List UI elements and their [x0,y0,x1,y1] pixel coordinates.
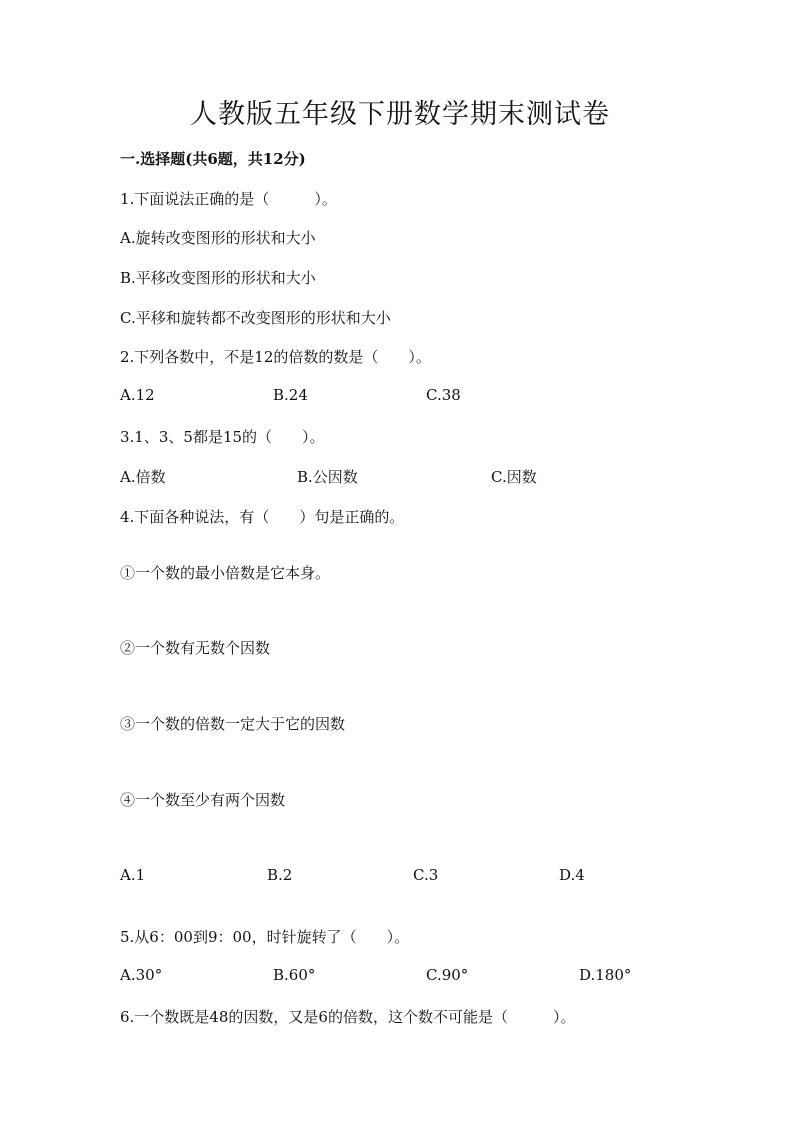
page-title: 人教版五年级下册数学期末测试卷 [190,99,610,130]
question-3-option-c: C.因数 [491,468,537,486]
question-4-option-d: D.4 [559,866,585,884]
question-5-option-d: D.180° [579,966,632,984]
question-2-option-a: A.12 [120,386,155,404]
question-1-option-b: B.平移改变图形的形状和大小 [120,269,316,287]
question-3-stem: 3.1、3、5都是15的（ ）。 [120,428,325,446]
question-4-option-a: A.1 [120,866,146,884]
question-1-option-c: C.平移和旋转都不改变图形的形状和大小 [120,309,391,327]
question-5-stem: 5.从6：00到9：00，时针旋转了（ ）。 [120,928,410,946]
question-5-option-c: C.90° [426,966,469,984]
question-3-option-a: A.倍数 [120,468,166,486]
question-4-statement-2: ②一个数有无数个因数 [120,639,271,657]
question-4-option-b: B.2 [267,866,293,884]
question-4-statement-3: ③一个数的倍数一定大于它的因数 [120,715,346,733]
question-4-statement-4: ④一个数至少有两个因数 [120,791,286,809]
question-1-stem: 1.下面说法正确的是（ ）。 [120,190,337,208]
question-5-option-a: A.30° [120,966,163,984]
question-4-option-c: C.3 [413,866,439,884]
question-2-option-c: C.38 [426,386,461,404]
question-3-option-b: B.公因数 [297,468,358,486]
question-4-stem: 4.下面各种说法，有（ ）句是正确的。 [120,508,405,526]
question-4-statement-1: ①一个数的最小倍数是它本身。 [120,564,331,582]
question-6-stem: 6.一个数既是48的因数，又是6的倍数，这个数不可能是（ ）。 [120,1008,576,1026]
question-5-option-b: B.60° [273,966,316,984]
question-1-option-a: A.旋转改变图形的形状和大小 [120,229,316,247]
question-2-stem: 2.下列各数中，不是12的倍数的数是（ ）。 [120,348,431,366]
section-heading: 一.选择题(共6题，共12分) [120,150,306,168]
question-2-option-b: B.24 [273,386,308,404]
